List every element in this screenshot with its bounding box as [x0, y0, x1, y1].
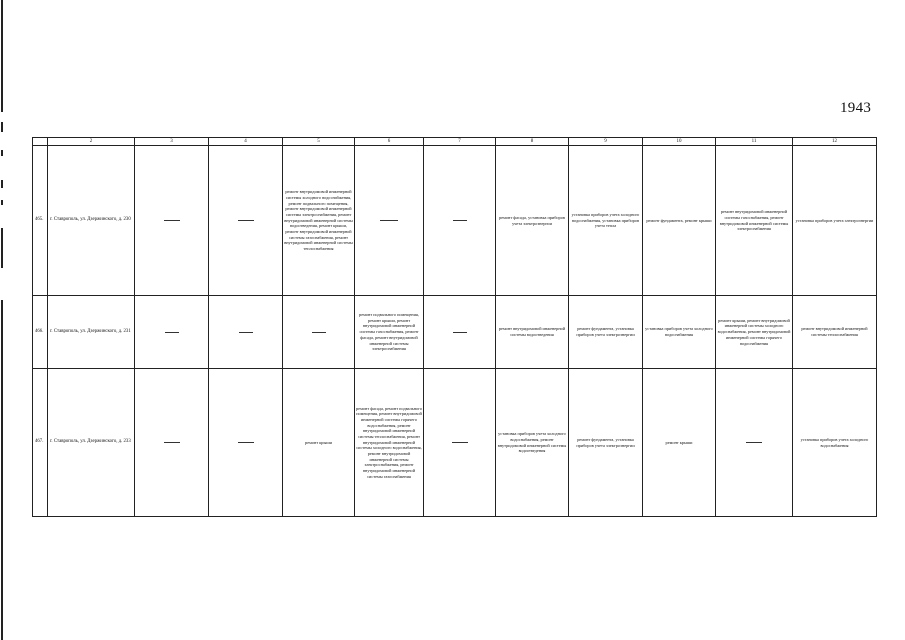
header-cell: 9: [569, 138, 643, 146]
header-cell: [33, 138, 48, 146]
address-cell: г. Ставрополь, ул. Дзержинского, д. 233: [48, 369, 135, 517]
work-cell: ремонт фасада, установка приборов учета электроэнергии: [496, 146, 569, 296]
dash-cell: [209, 146, 283, 296]
work-cell: ремонт фундамента, установка приборов учета электроэнергии: [569, 369, 643, 517]
row-number: 465.: [33, 146, 48, 296]
dash-cell: [135, 296, 209, 369]
dash-cell: [209, 369, 283, 517]
dash-cell: [716, 369, 793, 517]
work-cell: ремонт фундамента, ремонт крыши: [643, 146, 716, 296]
dash-cell: [135, 369, 209, 517]
header-cell: 7: [424, 138, 496, 146]
work-cell: установка приборов учета холодного водоснабжения, ремонт внутридомовой инженерной системы водоотведения: [496, 369, 569, 517]
address-cell: г. Ставрополь, ул. Дзержинского, д. 230: [48, 146, 135, 296]
column-number-row: [33, 138, 877, 146]
left-scan-edge: [0, 0, 6, 640]
table-row: [33, 296, 877, 369]
dash-cell: [355, 146, 424, 296]
work-cell: ремонт внутридомовой инженерной системы холодного водоснабжения, ремонт подвального помещения, ремонт внутридомовой инженерной системы электроснабжения, ремонт внутридомовой инженерной системы водоотведения, ремонт крыши, ремонт внутридомовой инженерной системы газоснабжения, ремонт внутридомовой инженерной системы теплоснабжения: [283, 146, 355, 296]
repair-schedule-table: [32, 137, 877, 517]
header-cell: 11: [716, 138, 793, 146]
work-cell: ремонт внутридомовой инженерной системы теплоснабжения: [793, 296, 877, 369]
work-cell: ремонт крыши: [283, 369, 355, 517]
address-cell: г. Ставрополь, ул. Дзержинского, д. 231: [48, 296, 135, 369]
work-cell: ремонт фасада, ремонт подвального помещения, ремонт внутридомовой инженерной системы горячего водоснабжения, ремонт внутридомовой инженерной системы теплоснабжения, ремонт внутридомовой инженерной системы холодного водоснабжения, ремонт внутридомовой инженерной системы электроснабжения, ремонт внутридомовой инженерной системы газоснабжения: [355, 369, 424, 517]
page-number: 1943: [840, 100, 872, 116]
work-cell: ремонт подвального помещения, ремонт крыши, ремонт внутридомовой инженерной системы газоснабжения, ремонт фасада, ремонт внутридомовой инженерной системы электроснабжения: [355, 296, 424, 369]
table-row: [33, 146, 877, 296]
header-cell: 6: [355, 138, 424, 146]
dash-cell: [424, 146, 496, 296]
header-cell: 5: [283, 138, 355, 146]
header-cell: 4: [209, 138, 283, 146]
dash-cell: [424, 296, 496, 369]
header-cell: 3: [135, 138, 209, 146]
row-number: 467.: [33, 369, 48, 517]
work-cell: ремонт внутридомовой инженерной системы водоотведения: [496, 296, 569, 369]
dash-cell: [283, 296, 355, 369]
work-cell: ремонт внутридомовой инженерной системы газоснабжения, ремонт внутридомовой инженерной системы электроснабжения: [716, 146, 793, 296]
work-cell: установка приборов учета холодного водоснабжения, установка приборов учета тепла: [569, 146, 643, 296]
row-number: 466.: [33, 296, 48, 369]
work-cell: ремонт фундамента, установка приборов учета электроэнергии: [569, 296, 643, 369]
header-cell: 12: [793, 138, 877, 146]
header-cell: 2: [48, 138, 135, 146]
header-cell: 8: [496, 138, 569, 146]
header-cell: 10: [643, 138, 716, 146]
table-row: [33, 369, 877, 517]
work-cell: установка приборов учета холодного водоснабжения: [793, 369, 877, 517]
work-cell: ремонт крыши, ремонт внутридомовой инженерной системы холодного водоснабжения, ремонт внутридомовой инженерной системы горячего водоснабжения: [716, 296, 793, 369]
dash-cell: [424, 369, 496, 517]
dash-cell: [135, 146, 209, 296]
dash-cell: [209, 296, 283, 369]
work-cell: установка приборов учета холодного водоснабжения: [643, 296, 716, 369]
work-cell: установка приборов учета электроэнергии: [793, 146, 877, 296]
work-cell: ремонт крыши: [643, 369, 716, 517]
